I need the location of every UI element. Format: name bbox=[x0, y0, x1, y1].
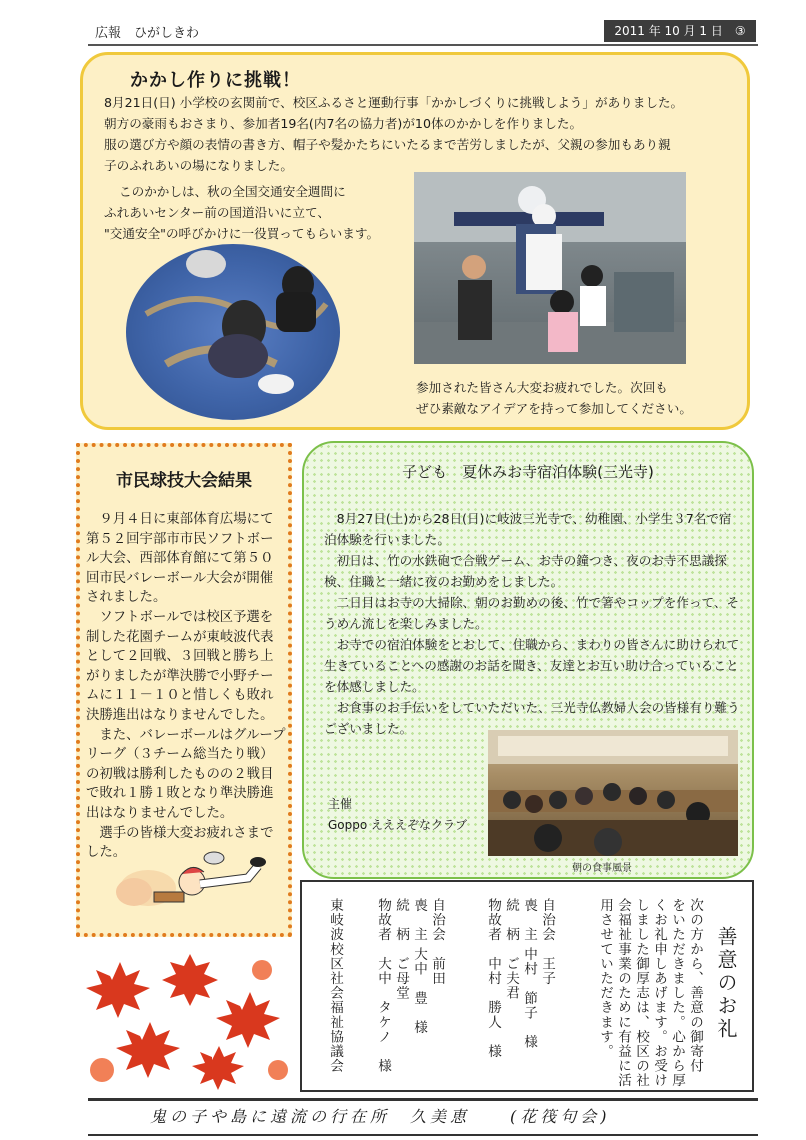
header-rule bbox=[88, 44, 758, 46]
donation-group1-line1: 喪 主 中村 節子 様 bbox=[521, 898, 537, 1050]
sponsor-label: 主催 bbox=[328, 797, 353, 811]
kakashi-group-photo bbox=[414, 172, 686, 364]
temple-title: 子ども 夏休みお寺宿泊体験(三光寺) bbox=[402, 463, 654, 481]
donation-group-maeda bbox=[366, 898, 446, 1088]
kakashi-note-1: このかかしは、秋の全国交通安全週間に bbox=[119, 184, 346, 199]
haiku-line: 鬼の子や島に遠流の行在所 久美恵 (花筏句会) bbox=[150, 1107, 611, 1126]
kakashi-note-2: ふれあいセンター前の国道沿いに立て、 bbox=[104, 205, 330, 220]
kakashi-caption-2: ぜひ素敵なアイデアを持って参加してください。 bbox=[416, 401, 692, 416]
publication-name: 広報 ひがしきわ bbox=[95, 26, 200, 41]
temple-sponsor bbox=[328, 794, 467, 836]
footer-rule-top bbox=[88, 1098, 758, 1101]
kakashi-para-4: 子のふれあいの場になりました。 bbox=[104, 158, 293, 173]
issue-date-badge: 2011 年 10 月 1 日 ③ bbox=[604, 20, 756, 42]
donation-intro-4: しました御厚志は、校区の社 bbox=[633, 898, 649, 1088]
sports-para-3: また、バレーボールはグループリーグ（３チーム総当たり戦）の初戦は勝利したものの２戦目で敗れ１勝１敗となり準決勝進出はなりませんでした。 bbox=[86, 727, 286, 821]
temple-para-5: お食事のお手伝いをしていただいた、三光寺仏教婦人会の皆様有り難うございました。 bbox=[324, 700, 740, 736]
temple-body bbox=[324, 508, 744, 739]
donation-group2-line3: 物故者 大中 タケノ 様 bbox=[375, 898, 391, 1074]
kakashi-making-photo bbox=[126, 244, 340, 420]
temple-para-3: 二日目はお寺の大掃除、朝のお勤めの後、竹で箸やコップを作って、そうめん流しを楽しみました。 bbox=[324, 595, 740, 631]
breakfast-caption: 朝の食事風景 bbox=[572, 863, 632, 874]
donation-group1-label: 自治会 王子 bbox=[539, 898, 555, 986]
temple-para-4: お寺での宿泊体験をとおして、住職から、まわりの皆さんに助けられて生きていることへの感謝のお話を聞き、友達とお互い助け合っていることを体感しました。 bbox=[324, 637, 740, 694]
breakfast-photo bbox=[488, 730, 738, 856]
kakashi-title: かかし作りに挑戦！ bbox=[130, 70, 301, 91]
donation-intro-3: くお礼申しあげます。お受け bbox=[651, 898, 667, 1088]
donation-group1-line3: 物故者 中村 勝人 様 bbox=[485, 898, 501, 1059]
sports-para-4: 選手の皆様大変お疲れさまでした。 bbox=[86, 825, 274, 861]
kakashi-caption bbox=[416, 377, 716, 419]
kakashi-note-3: "交通安全"の呼びかけに一役買ってもらいます。 bbox=[104, 226, 380, 241]
donation-group1-line2: 続 柄 ご夫君 bbox=[503, 898, 519, 1001]
baseball-player-illustration bbox=[108, 848, 268, 924]
donation-intro-1: 次の方から、善意の御寄付 bbox=[687, 898, 703, 1074]
sports-title: 市民球技大会結果 bbox=[116, 471, 252, 491]
sponsor-name: Goppo えええぞなクラブ bbox=[328, 818, 468, 832]
donation-group2-line2: 続 柄 ご母堂 bbox=[393, 898, 409, 1001]
kakashi-para-1: 8月21日(日) 小学校の玄関前で、校区ふるさと運動行事「かかしづくりに挑戦しよう」がありました。 bbox=[104, 95, 684, 110]
donation-title: 善意のお礼 bbox=[714, 926, 738, 1041]
kakashi-para-2: 朝方の豪雨もおさまり、参加者19名(内7名の協力者)が10体のかかしを作りました。 bbox=[104, 116, 583, 131]
sports-para-2: ソフトボールでは校区予選を制した花園チームが東岐波代表として２回戦、３回戦と勝ち上がりましたが準決勝で小野チームに１１－１０と惜しくも敗れ決勝進出はなりませんでした。 bbox=[86, 609, 274, 723]
donation-group2-label: 自治会 前田 bbox=[429, 898, 445, 986]
donation-intro bbox=[580, 898, 704, 1088]
sports-body bbox=[86, 510, 286, 863]
footer-rule-bottom bbox=[88, 1134, 758, 1136]
donation-group-oji bbox=[476, 898, 556, 1088]
kakashi-note bbox=[104, 181, 416, 244]
donation-intro-6: 用させていただきます。 bbox=[597, 898, 613, 1059]
temple-para-1: 8月27日(土)から28日(日)に岐波三光寺で、幼稚園、小学生３7名で宿泊体験を行いました。 bbox=[324, 511, 732, 547]
kakashi-para-3: 服の選び方や顔の表情の書き方、帽子や髪かたちにいたるまで苦労しましたが、父親の参加もあり親 bbox=[104, 137, 671, 152]
donation-intro-2: をいただきました。心から厚 bbox=[669, 898, 685, 1088]
donation-org: 東岐波校区社会福祉協議会 bbox=[327, 898, 343, 1074]
kakashi-caption-1: 参加された皆さん大変お疲れでした。次回も bbox=[416, 380, 668, 395]
donation-intro-5: 会福祉事業のために有益に活 bbox=[615, 898, 631, 1088]
donation-group2-line1: 喪 主 大中 豊 様 bbox=[411, 898, 427, 1035]
maple-leaves-image bbox=[82, 950, 288, 1092]
sports-para-1: ９月４日に東部体育広場にて第５２回宇部市市民ソフトボール大会、西部体育館にて第５０回市民バレーボール大会が開催されました。 bbox=[86, 512, 274, 606]
temple-para-2: 初日は、竹の水鉄砲で合戦ゲーム、お寺の鐘つき、夜のお寺不思議探検、住職と一緒に夜のお勤めをしました。 bbox=[324, 553, 727, 589]
kakashi-body bbox=[104, 92, 730, 176]
